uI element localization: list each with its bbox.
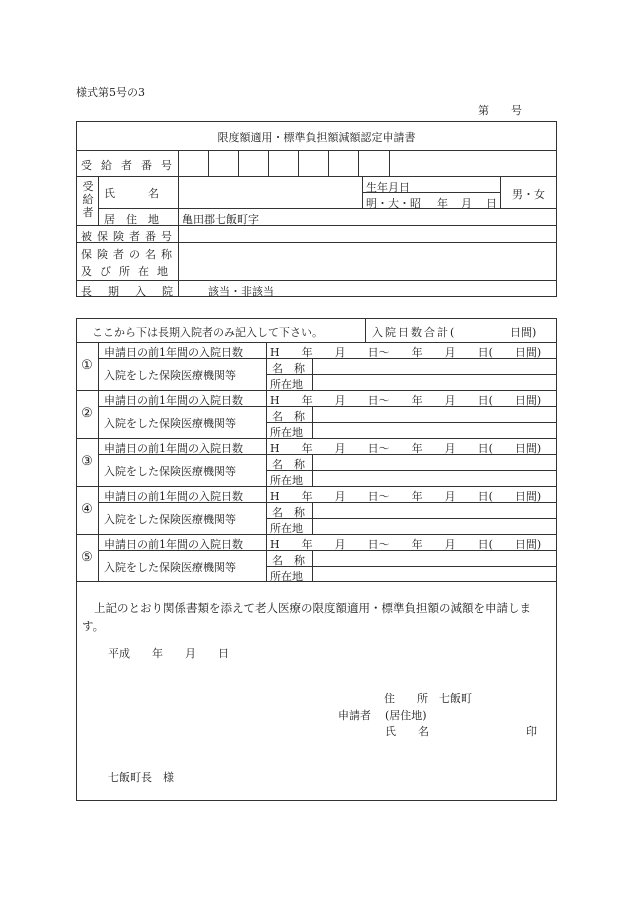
era-options: 明・大・昭 <box>366 197 421 210</box>
seal-mark: 印 <box>526 725 537 738</box>
applicant-address: 住 所 七飯町 <box>384 692 472 705</box>
row-hospital-label: 入院をした保険医療機関等 <box>104 417 236 430</box>
row-hospital-label: 入院をした保険医療機関等 <box>104 369 236 382</box>
total-days-label: 入院日数合計( <box>372 326 457 339</box>
birth-month-unit: 月 <box>461 197 472 210</box>
birthdate-label: 生年月日 <box>366 181 410 194</box>
long-stay-instruction: ここから下は長期入院者のみ記入して下さい。 <box>92 326 323 339</box>
row-days-label: 申請日の前1年間の入院日数 <box>104 538 243 551</box>
insurer-label-line1: 保険者の名称 <box>81 248 177 261</box>
row-number: ① <box>81 358 93 373</box>
applicant-label: 申請者 <box>338 709 371 722</box>
row-days-label: 申請日の前1年間の入院日数 <box>104 442 243 455</box>
birth-day-unit: 日 <box>486 197 497 210</box>
applicant-residence: (居住地) <box>385 709 427 722</box>
document-number: 第 号 <box>478 104 522 117</box>
row-hospital-location-label: 所在地 <box>270 378 303 391</box>
gender-options: 男・女 <box>512 188 545 201</box>
insured-number-label: 被保険者番号 <box>81 230 177 243</box>
row-hospital-name-label: 名 称 <box>272 362 305 375</box>
row-hospital-name-label: 名 称 <box>272 410 305 423</box>
recipient-number-label: 受給者番号 <box>81 159 181 172</box>
total-days-unit: 日間) <box>510 326 537 339</box>
row-hospital-location-label: 所在地 <box>270 570 303 583</box>
row-hospital-name-label: 名 称 <box>272 458 305 471</box>
long-stay-value: 該当・非該当 <box>208 285 274 298</box>
applicant-name-label: 氏 名 <box>385 725 429 738</box>
row-period: H 年 月 日〜 年 月 日( 日間) <box>270 538 542 551</box>
row-number: ④ <box>81 502 93 517</box>
name-label: 氏 名 <box>104 187 159 200</box>
row-number: ② <box>81 406 93 421</box>
row-hospital-label: 入院をした保険医療機関等 <box>104 465 236 478</box>
long-stay-label: 長期入院 <box>81 285 189 298</box>
row-period: H 年 月 日〜 年 月 日( 日間) <box>270 490 542 503</box>
recipient-label: 受給者 <box>82 180 94 219</box>
row-hospital-location-label: 所在地 <box>270 426 303 439</box>
row-hospital-label: 入院をした保険医療機関等 <box>104 513 236 526</box>
row-days-label: 申請日の前1年間の入院日数 <box>104 346 243 359</box>
insurer-label-line2: 及び所在地 <box>81 265 176 278</box>
row-days-label: 申請日の前1年間の入院日数 <box>104 394 243 407</box>
date-line: 平成 年 月 日 <box>108 647 229 660</box>
address-label: 居 住 地 <box>104 213 159 226</box>
form-number: 様式第5号の3 <box>76 86 145 99</box>
row-hospital-location-label: 所在地 <box>270 522 303 535</box>
row-number: ⑤ <box>81 550 93 565</box>
address-value: 亀田郡七飯町字 <box>182 213 259 226</box>
row-period: H 年 月 日〜 年 月 日( 日間) <box>270 394 542 407</box>
addressee: 七飯町長 様 <box>108 771 174 784</box>
row-hospital-label: 入院をした保険医療機関等 <box>104 561 236 574</box>
row-period: H 年 月 日〜 年 月 日( 日間) <box>270 346 542 359</box>
row-number: ③ <box>81 454 93 469</box>
row-hospital-name-label: 名 称 <box>272 554 305 567</box>
row-days-label: 申請日の前1年間の入院日数 <box>104 490 243 503</box>
row-hospital-name-label: 名 称 <box>272 506 305 519</box>
form-title: 限度額適用・標準負担額減額認定申請書 <box>217 131 416 144</box>
declaration-text: 上記のとおり関係書類を添えて老人医療の限度額適用・標準負担額の減額を申請します。 <box>82 601 531 633</box>
row-period: H 年 月 日〜 年 月 日( 日間) <box>270 442 542 455</box>
birth-year-unit: 年 <box>437 197 448 210</box>
row-hospital-location-label: 所在地 <box>270 474 303 487</box>
